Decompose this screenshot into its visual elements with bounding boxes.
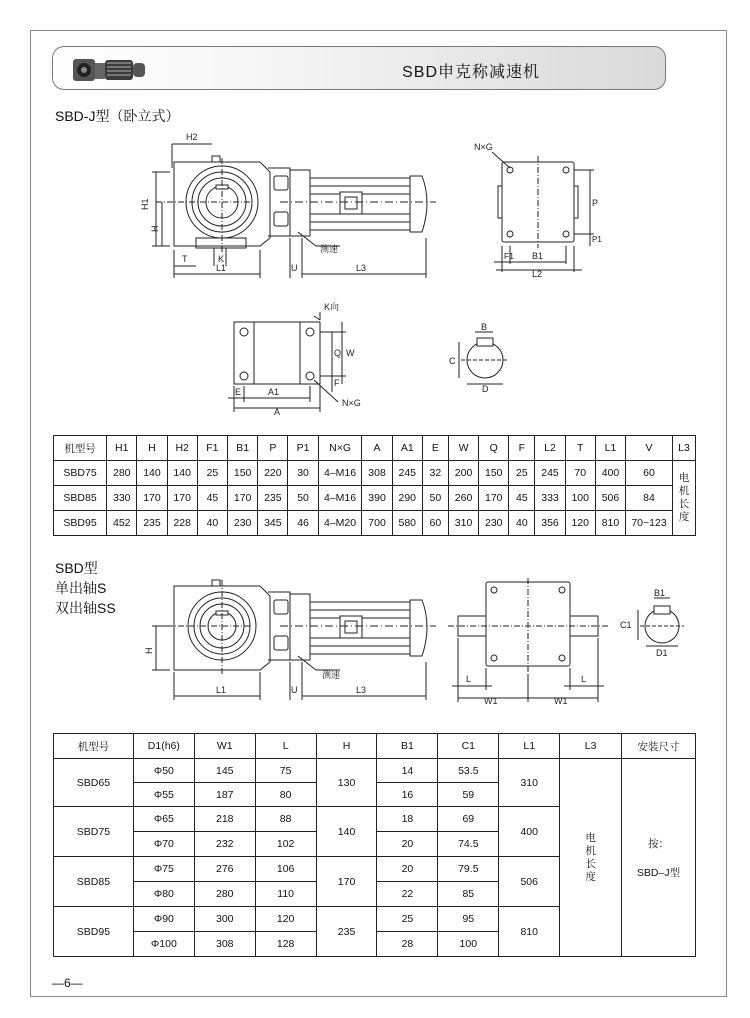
table-cell: Φ50 — [133, 759, 194, 783]
table-cell: 74.5 — [438, 832, 499, 857]
table-cell: 28 — [377, 932, 438, 957]
label-K: K — [218, 254, 225, 264]
label-L2: L2 — [532, 269, 543, 279]
table-cell: 4–M16 — [318, 486, 362, 511]
table-cell: 170 — [137, 486, 167, 511]
table-cell: 50 — [288, 486, 318, 511]
section1-title: SBD-J型（卧立式） — [55, 108, 180, 124]
table-cell: 25 — [197, 461, 227, 486]
label-H1: H1 — [140, 198, 150, 210]
l3-note-char: 度 — [585, 870, 596, 883]
table1-header: A — [362, 436, 392, 461]
table2-header-row — [54, 734, 696, 759]
label-Q: Q — [334, 348, 342, 358]
table2-header: 机型号 — [54, 734, 134, 759]
table1-header: F1 — [197, 436, 227, 461]
section2-title-line: SBD型 — [55, 560, 98, 576]
table-cell: 452 — [107, 511, 137, 536]
label-L3-2: L3 — [356, 685, 367, 695]
label-L3: L3 — [356, 263, 367, 273]
l3-note-char: 机 — [678, 485, 690, 497]
table-cell: 20 — [377, 832, 438, 857]
label-C1: C1 — [620, 620, 632, 630]
l3-note-char: 长 — [585, 857, 596, 870]
table1-header: Q — [479, 436, 509, 461]
label-D: D — [482, 384, 489, 394]
l3-note-char: 度 — [678, 511, 690, 523]
table-cell: 88 — [255, 807, 316, 832]
h-cell: 130 — [316, 759, 377, 807]
table-cell: Φ90 — [133, 907, 194, 932]
table1-header: V — [626, 436, 673, 461]
table-cell: 390 — [362, 486, 392, 511]
label-L-left: L — [466, 674, 472, 684]
table-cell: 40 — [197, 511, 227, 536]
table-cell: 25 — [509, 461, 535, 486]
end-view-drawing — [472, 140, 612, 280]
table-row — [54, 759, 696, 783]
l3-note-char: 长 — [678, 498, 690, 510]
table-cell: 145 — [194, 759, 255, 783]
table-cell: 79.5 — [438, 857, 499, 882]
table-cell: 170 — [167, 486, 197, 511]
table1-header: L3 — [672, 436, 695, 461]
table-cell: SBD85 — [54, 486, 107, 511]
table2-header: B1 — [377, 734, 438, 759]
h-cell: 140 — [316, 807, 377, 857]
table-cell: SBD75 — [54, 461, 107, 486]
table1-header: A1 — [392, 436, 422, 461]
label-L1: L1 — [216, 263, 227, 273]
table-cell: 200 — [448, 461, 478, 486]
table1-header: T — [565, 436, 595, 461]
table-cell: 84 — [626, 486, 673, 511]
table-cell: 280 — [107, 461, 137, 486]
header-title: SBD申克称减速机 — [402, 64, 540, 81]
label-D1: D1 — [656, 648, 668, 658]
label-H: H — [150, 225, 160, 232]
table-cell: 59 — [438, 783, 499, 807]
table-cell: 20 — [377, 857, 438, 882]
table-cell: 232 — [194, 832, 255, 857]
model-cell: SBD95 — [54, 907, 134, 957]
table1-header: B1 — [228, 436, 258, 461]
end-view-drawing-2 — [448, 578, 608, 708]
table1-header: E — [422, 436, 448, 461]
table-cell: Φ65 — [133, 807, 194, 832]
side-view-drawing-2 — [140, 576, 440, 706]
table2-header: L3 — [560, 734, 622, 759]
table-cell: 100 — [438, 932, 499, 957]
table1-header: L2 — [535, 436, 565, 461]
table1-header: F — [509, 436, 535, 461]
label-F: F — [334, 378, 340, 388]
table-cell: 69 — [438, 807, 499, 832]
table-cell: 580 — [392, 511, 422, 536]
table-cell: 245 — [535, 461, 565, 486]
table-cell: 70 — [565, 461, 595, 486]
table-cell: 230 — [479, 511, 509, 536]
table-cell: 128 — [255, 932, 316, 957]
table-cell: 345 — [258, 511, 288, 536]
spec-table-sbd — [53, 733, 696, 957]
table-cell: 22 — [377, 882, 438, 907]
table1-header: P1 — [288, 436, 318, 461]
section2-title-line: 双出轴SS — [55, 600, 116, 616]
table1-header: H1 — [107, 436, 137, 461]
table1-header-row — [54, 436, 696, 461]
table-cell: 290 — [392, 486, 422, 511]
table-cell: 276 — [194, 857, 255, 882]
table-cell: 110 — [255, 882, 316, 907]
table-cell: 308 — [194, 932, 255, 957]
table1-header: H2 — [167, 436, 197, 461]
table1-l3-note — [672, 461, 695, 536]
label-B: B — [481, 322, 488, 332]
shaft-section-drawing-2 — [618, 586, 698, 662]
table-cell: Φ75 — [133, 857, 194, 882]
shaft-section-drawing — [445, 318, 525, 398]
l1-cell: 310 — [499, 759, 560, 807]
model-cell: SBD85 — [54, 857, 134, 907]
side-view-drawing — [140, 128, 440, 286]
table1-header: 机型号 — [54, 436, 107, 461]
table-cell: 280 — [194, 882, 255, 907]
table-cell: 810 — [595, 511, 625, 536]
table-cell: SBD95 — [54, 511, 107, 536]
table-cell: 140 — [137, 461, 167, 486]
table-cell: 32 — [422, 461, 448, 486]
label-Kdir: K向 — [324, 302, 340, 312]
table1-header: N×G — [318, 436, 362, 461]
table-cell: 100 — [565, 486, 595, 511]
table-cell: 46 — [288, 511, 318, 536]
table-cell: 170 — [479, 486, 509, 511]
table-cell: 120 — [255, 907, 316, 932]
table-cell: 230 — [228, 511, 258, 536]
label-P1: P1 — [592, 235, 602, 244]
table-cell: 106 — [255, 857, 316, 882]
table2-header: L1 — [499, 734, 560, 759]
table-cell: 4–M16 — [318, 461, 362, 486]
label-A1: A1 — [268, 387, 280, 397]
table1-header: P — [258, 436, 288, 461]
table-cell: 60 — [422, 511, 448, 536]
model-cell: SBD75 — [54, 807, 134, 857]
label-E: E — [235, 387, 242, 397]
table-cell: 150 — [228, 461, 258, 486]
table-cell: 75 — [255, 759, 316, 783]
label-A: A — [274, 407, 281, 416]
table2-install-note — [622, 759, 696, 957]
table-cell: 506 — [595, 486, 625, 511]
label-H2: H2 — [186, 132, 198, 142]
table-cell: 310 — [448, 511, 478, 536]
install-note-line: SBD–J型 — [636, 866, 681, 879]
table-cell: Φ55 — [133, 783, 194, 807]
table1-header: W — [448, 436, 478, 461]
table-cell: 80 — [255, 783, 316, 807]
table-cell: 400 — [595, 461, 625, 486]
table-cell: 95 — [438, 907, 499, 932]
table2-header: H — [316, 734, 377, 759]
table1-header: H — [137, 436, 167, 461]
table-cell: 235 — [137, 511, 167, 536]
label-NxG-bottom: N×G — [342, 398, 361, 408]
label-cesu: 测速 — [320, 244, 339, 254]
label-U-2: U — [291, 685, 298, 695]
table-cell: 150 — [479, 461, 509, 486]
table-cell: 356 — [535, 511, 565, 536]
label-NxG: N×G — [474, 142, 493, 152]
label-W1-left: W1 — [484, 696, 498, 706]
install-note-line: 按： — [648, 837, 670, 850]
table-cell: 53.5 — [438, 759, 499, 783]
label-T: T — [182, 254, 188, 264]
table2-header: L — [255, 734, 316, 759]
table-cell: 18 — [377, 807, 438, 832]
table2-header: 安装尺寸 — [622, 734, 696, 759]
table-cell: 140 — [167, 461, 197, 486]
table-cell: Φ80 — [133, 882, 194, 907]
table-row — [54, 461, 696, 486]
table-cell: 308 — [362, 461, 392, 486]
table-cell: 228 — [167, 511, 197, 536]
table-cell: 218 — [194, 807, 255, 832]
bottom-view-drawing — [220, 298, 380, 416]
table-cell: 333 — [535, 486, 565, 511]
table1-header: L1 — [595, 436, 625, 461]
table-cell: 45 — [197, 486, 227, 511]
label-W1-right: W1 — [554, 696, 568, 706]
label-B1-shaft: B1 — [654, 588, 666, 598]
label-H-2: H — [144, 647, 154, 654]
label-P: P — [592, 198, 599, 208]
l1-cell: 506 — [499, 857, 560, 907]
spec-table-sbd-j — [53, 435, 696, 536]
l3-note-char: 电 — [678, 472, 690, 484]
header-banner — [52, 46, 666, 90]
label-F1: F1 — [504, 251, 514, 261]
page-number: —6— — [52, 976, 83, 990]
label-W: W — [346, 348, 355, 358]
label-U: U — [291, 263, 298, 273]
section2-title-line: 单出轴S — [55, 580, 107, 596]
table-cell: 120 — [565, 511, 595, 536]
section2-title — [55, 558, 116, 618]
table-cell: 102 — [255, 832, 316, 857]
table-cell: 30 — [288, 461, 318, 486]
table-cell: 16 — [377, 783, 438, 807]
label-L-right: L — [581, 674, 587, 684]
label-L1-2: L1 — [216, 685, 227, 695]
table2-header: C1 — [438, 734, 499, 759]
l3-note-char: 电 — [585, 831, 596, 844]
label-C: C — [449, 356, 456, 366]
table2-header: D1(h6) — [133, 734, 194, 759]
l1-cell: 810 — [499, 907, 560, 957]
table2-header: W1 — [194, 734, 255, 759]
table-cell: 70~123 — [626, 511, 673, 536]
table-cell: 50 — [422, 486, 448, 511]
label-cesu-2: 测速 — [322, 670, 341, 680]
label-B1: B1 — [532, 251, 544, 261]
table-cell: Φ100 — [133, 932, 194, 957]
table-cell: 700 — [362, 511, 392, 536]
table-cell: 300 — [194, 907, 255, 932]
h-cell: 170 — [316, 857, 377, 907]
table-cell: Φ70 — [133, 832, 194, 857]
table-row — [54, 486, 696, 511]
table-cell: 260 — [448, 486, 478, 511]
table-cell: 245 — [392, 461, 422, 486]
table-cell: 45 — [509, 486, 535, 511]
table-cell: 4–M20 — [318, 511, 362, 536]
table-row — [54, 511, 696, 536]
l1-cell: 400 — [499, 807, 560, 857]
table-cell: 187 — [194, 783, 255, 807]
table-cell: 14 — [377, 759, 438, 783]
table-cell: 170 — [228, 486, 258, 511]
table-cell: 330 — [107, 486, 137, 511]
model-cell: SBD65 — [54, 759, 134, 807]
gear-motor-logo-icon — [71, 51, 151, 85]
table-cell: 25 — [377, 907, 438, 932]
table-cell: 220 — [258, 461, 288, 486]
table-cell: 85 — [438, 882, 499, 907]
table-cell: 60 — [626, 461, 673, 486]
table-cell: 235 — [258, 486, 288, 511]
table-cell: 40 — [509, 511, 535, 536]
table2-l3-note — [560, 759, 622, 957]
l3-note-char: 机 — [585, 844, 596, 857]
h-cell: 235 — [316, 907, 377, 957]
